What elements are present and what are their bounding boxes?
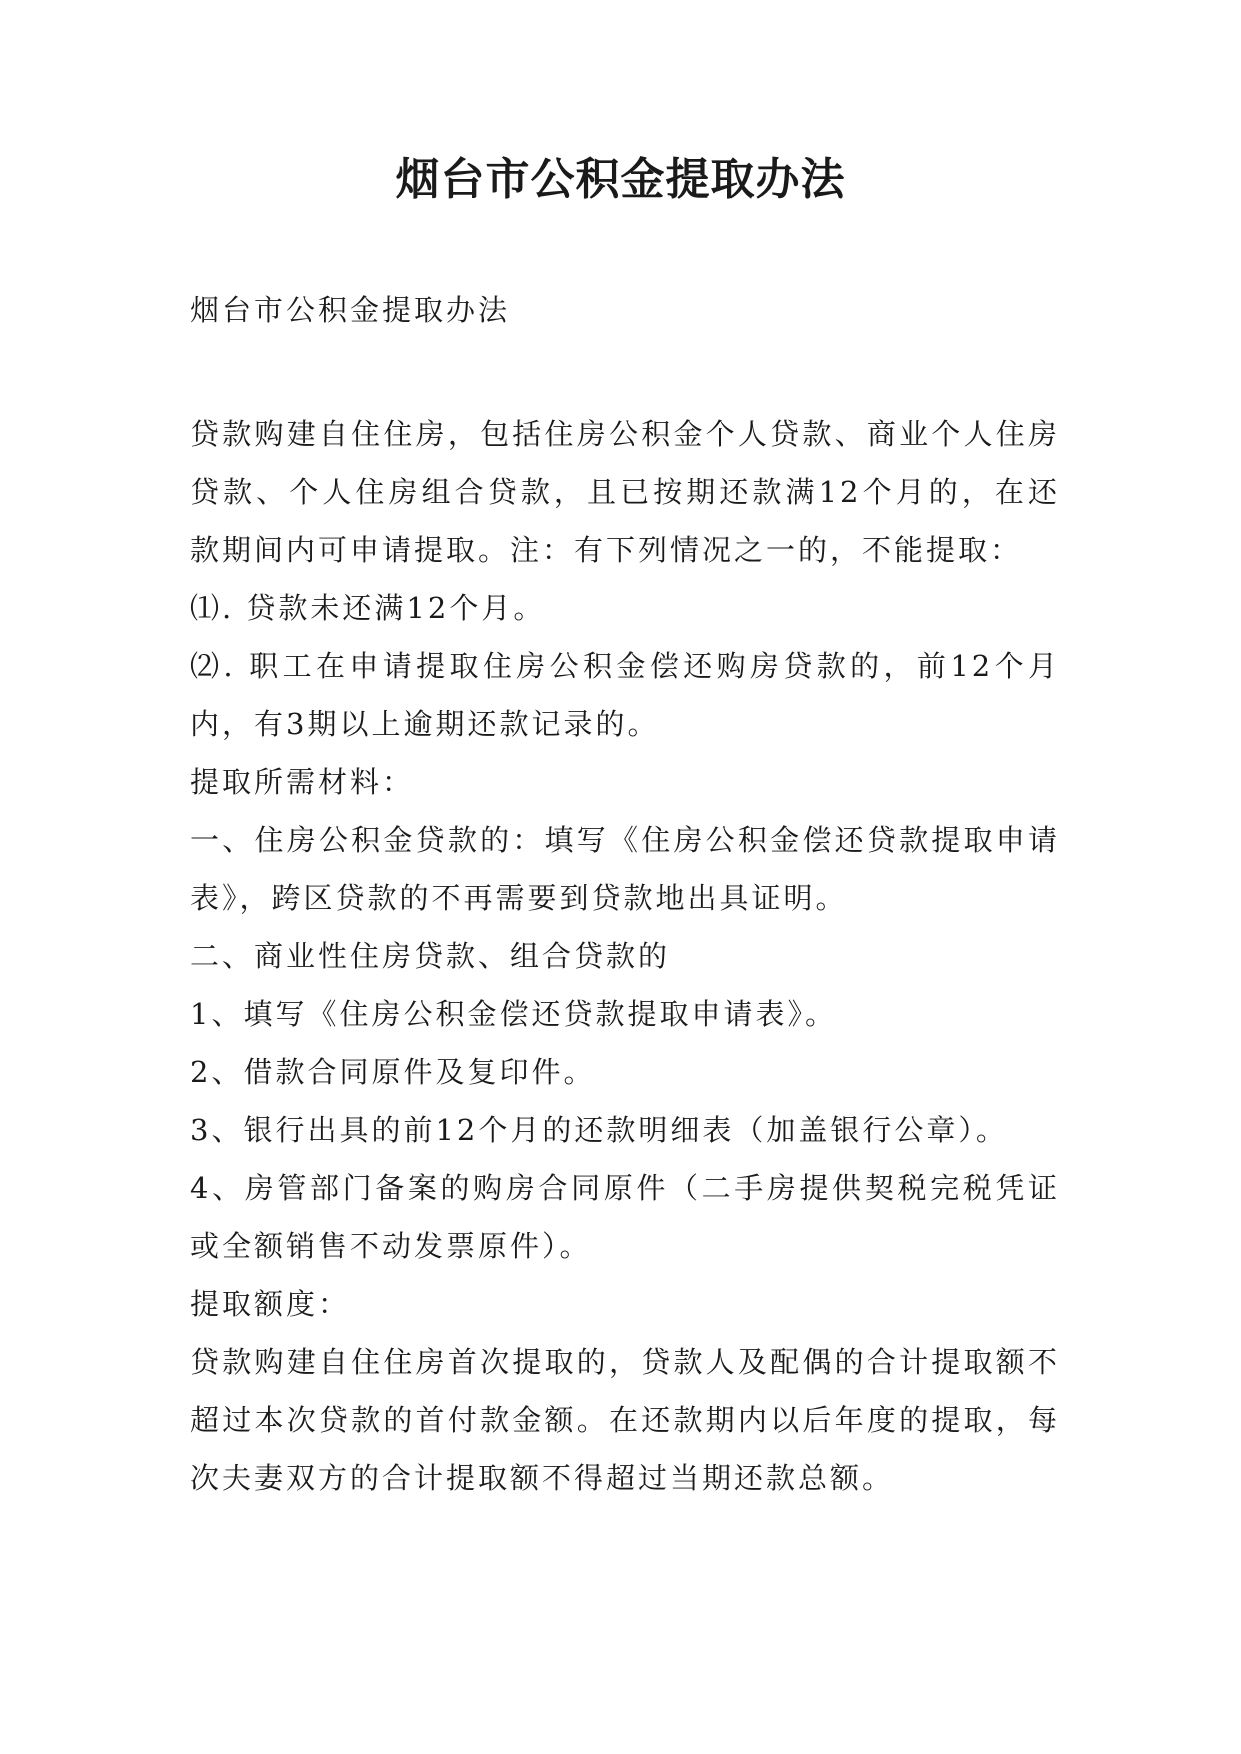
- paragraph-materials-1: 一、住房公积金贷款的：填写《住房公积金偿还贷款提取申请表》，跨区贷款的不再需要到贷款地出具证明。: [190, 823, 1060, 915]
- list-item-1: 1、填写《住房公积金偿还贷款提取申请表》。: [190, 997, 837, 1031]
- paragraph-amount: 贷款购建自住住房首次提取的，贷款人及配偶的合计提取额不超过本次贷款的首付款金额。在还款期内以后年度的提取，每次夫妻双方的合计提取额不得超过当期还款总额。: [190, 1345, 1060, 1495]
- document-body: [190, 405, 1060, 1507]
- document-subtitle: 烟台市公积金提取办法: [190, 293, 511, 327]
- paragraph-condition-2: ⑵. 职工在申请提取住房公积金偿还购房贷款的，前12个月内，有3期以上逾期还款记录的。: [190, 649, 1060, 741]
- section-heading-amount: 提取额度：: [190, 1287, 351, 1321]
- list-item-4: 4、房管部门备案的购房合同原件（二手房提供契税完税凭证或全额销售不动发票原件）。: [190, 1171, 1060, 1263]
- list-item-3: 3、银行出具的前12个月的还款明细表（加盖银行公章）。: [190, 1113, 1008, 1147]
- document-title: 烟台市公积金提取办法: [395, 154, 846, 205]
- section-heading-materials: 提取所需材料：: [190, 765, 415, 799]
- paragraph-condition-1: ⑴. 贷款未还满12个月。: [190, 591, 546, 625]
- paragraph-intro: 贷款购建自住住房，包括住房公积金个人贷款、商业个人住房贷款、个人住房组合贷款，且已按期还款满12个月的，在还款期间内可申请提取。注：有下列情况之一的，不能提取：: [190, 417, 1060, 567]
- paragraph-materials-2: 二、商业性住房贷款、组合贷款的: [190, 939, 671, 973]
- list-item-2: 2、借款合同原件及复印件。: [190, 1055, 596, 1089]
